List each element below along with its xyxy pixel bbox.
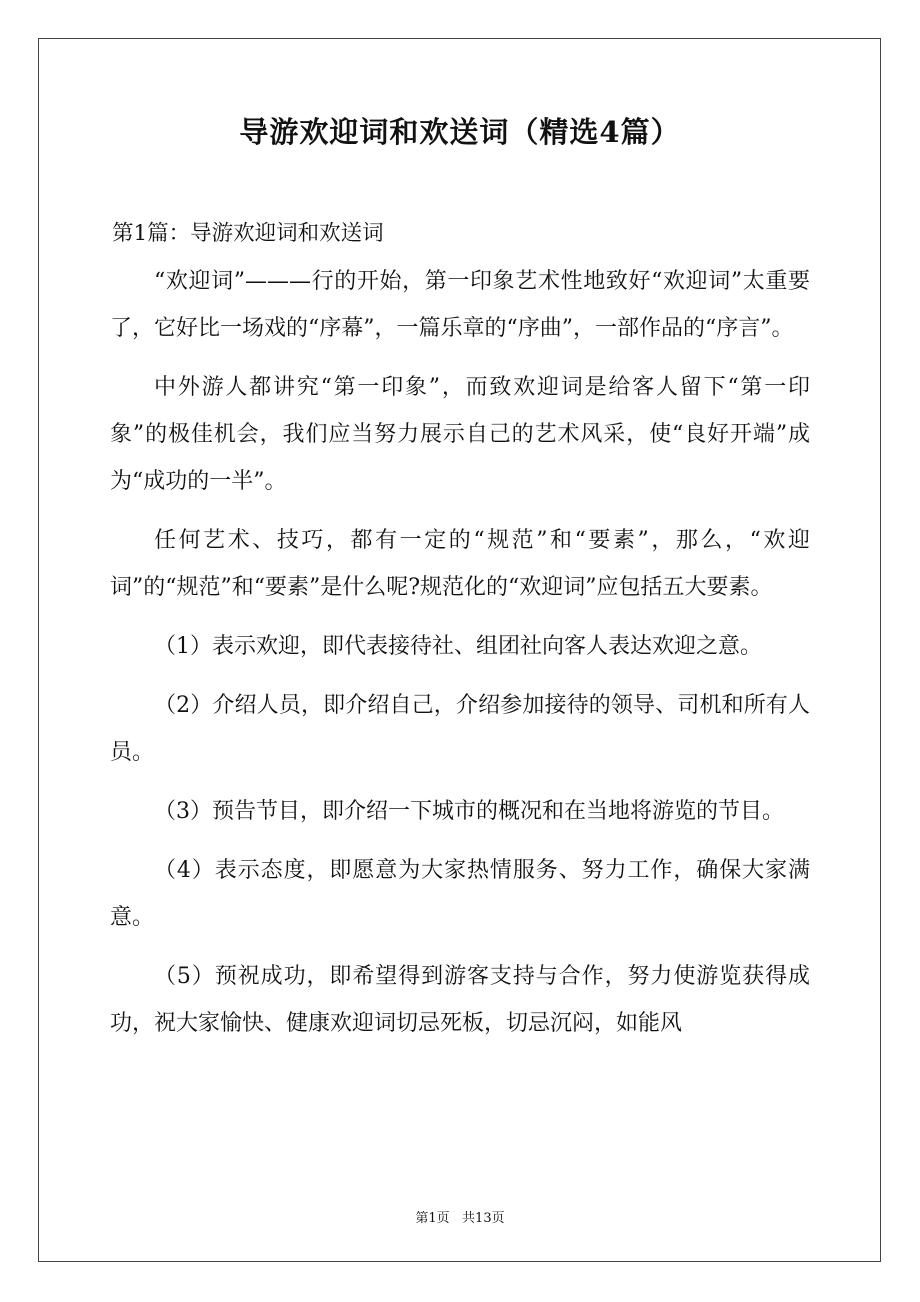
paragraph: （1）表示欢迎，即代表接待社、组团社向客人表达欢迎之意。 xyxy=(154,634,762,659)
paragraph: 任何艺术、技巧，都有一定的“规范”和“要素”，那么，“欢迎词”的“规范”和“要素”是什么呢?规范化的“欢迎词”应包括五大要素。 xyxy=(110,528,810,600)
paragraph: （4）表示态度，即愿意为大家热情服务、努力工作，确保大家满意。 xyxy=(110,858,810,930)
section-heading: 第1篇：导游欢迎词和欢送词 xyxy=(112,221,384,246)
page-number: 第1页 共13页 xyxy=(415,1211,505,1226)
paragraph: “欢迎词”———行的开始，第一印象艺术性地致好“欢迎词”太重要了，它好比一场戏的“序幕”，一篇乐章的“序曲”，一部作品的“序言”。 xyxy=(110,269,810,341)
document-title: 导游欢迎词和欢送词（精选4篇） xyxy=(239,115,681,149)
paragraph: （3）预告节目，即介绍一下城市的概况和在当地将游览的节目。 xyxy=(154,799,784,824)
paragraph: 中外游人都讲究“第一印象”，而致欢迎词是给客人留下“第一印象”的极佳机会，我们应当努力展示自己的艺术风采，使“良好开端”成为“成功的一半”。 xyxy=(110,375,810,494)
body-text xyxy=(110,258,810,1059)
paragraph: （2）介绍人员，即介绍自己，介绍参加接待的领导、司机和所有人员。 xyxy=(110,693,810,765)
paragraph: （5）预祝成功，即希望得到游客支持与合作，努力使游览获得成功，祝大家愉快、健康欢迎词切忌死板，切忌沉闷，如能风 xyxy=(110,964,810,1036)
